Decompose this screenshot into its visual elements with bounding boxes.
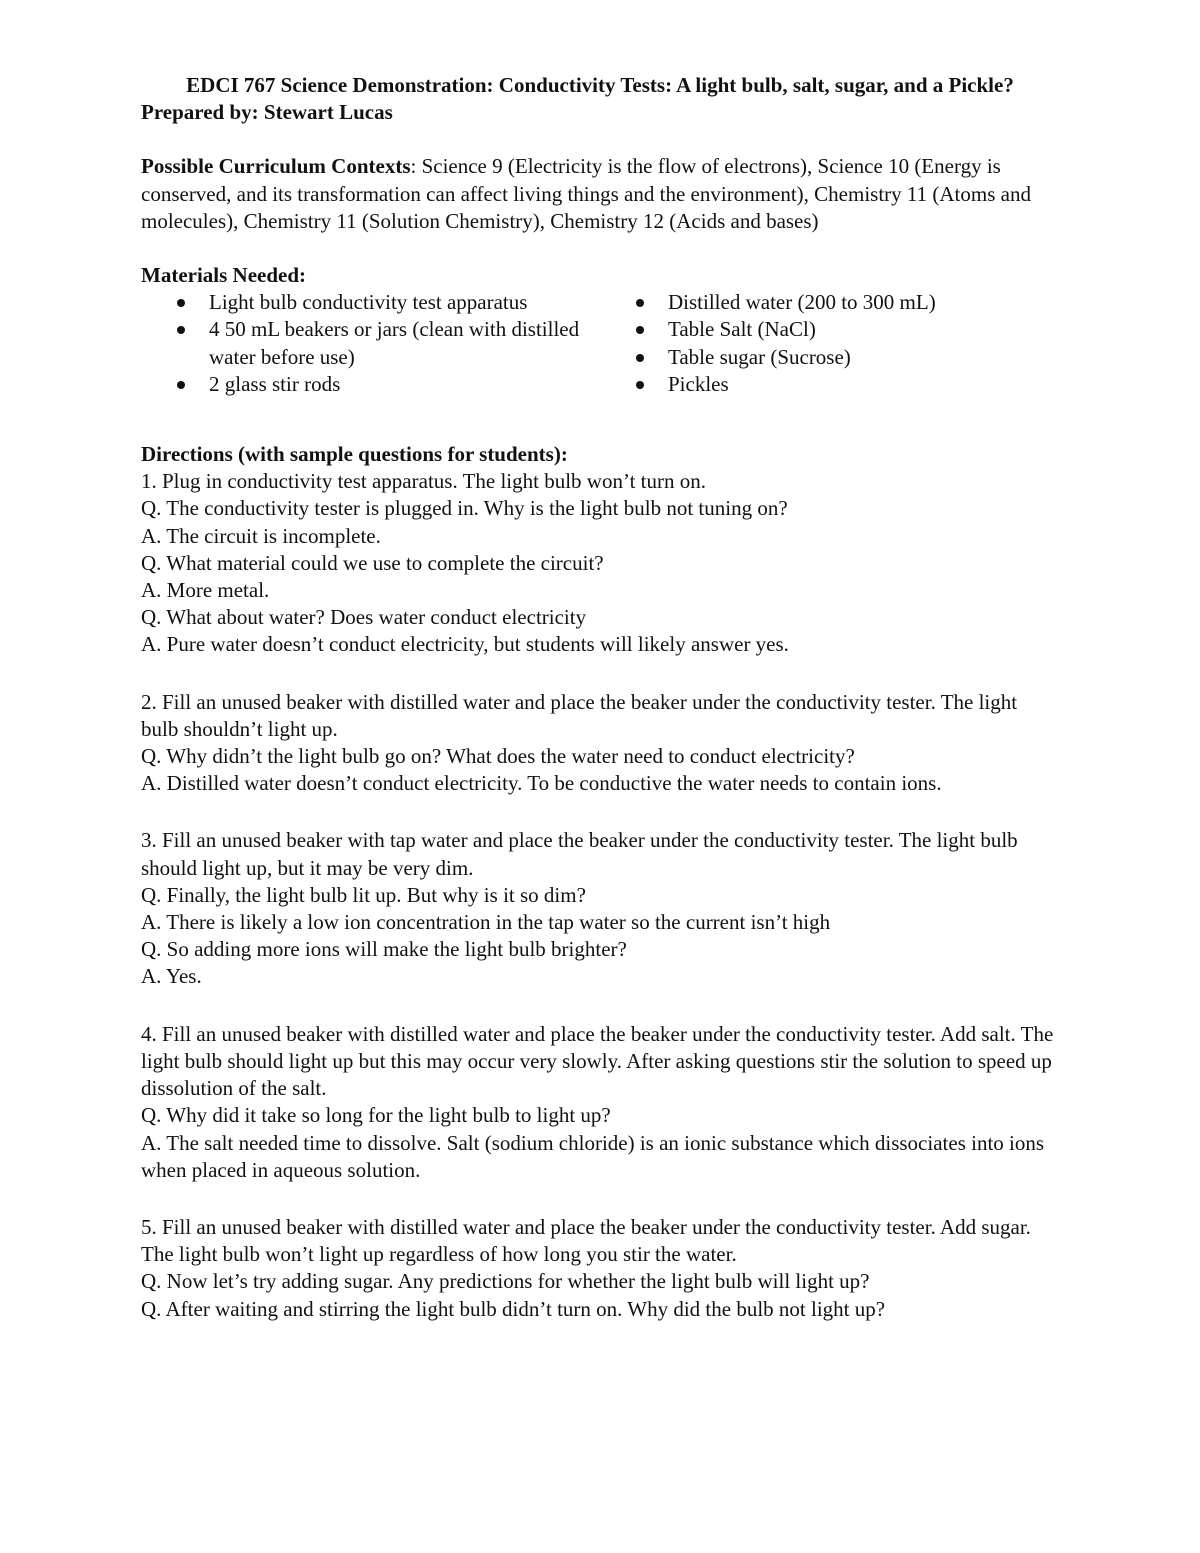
curriculum-label: Possible Curriculum Contexts [141, 154, 411, 179]
materials-right-column [600, 289, 1030, 398]
list-item [174, 371, 600, 398]
list-item [174, 289, 600, 316]
step-line: Q. Why didn’t the light bulb go on? What does the water need to conduct electricity? [141, 744, 855, 769]
step-line: Q. What material could we use to complete the circuit? [141, 550, 604, 575]
directions-heading: Directions (with sample questions for students): [141, 442, 568, 467]
material-text: Table sugar (Sucrose) [668, 344, 851, 369]
spacer [141, 235, 1059, 262]
material-text: Distilled water (200 to 300 mL) [668, 290, 936, 315]
spacer [141, 398, 1059, 425]
spacer [141, 797, 1059, 824]
step-line: Q. So adding more ions will make the light bulb brighter? [141, 937, 627, 962]
step-line: Q. Why did it take so long for the light bulb to light up? [141, 1103, 611, 1128]
document-page [141, 72, 1059, 1323]
step-line: A. Pure water doesn’t conduct electricity, but students will likely answer yes. [141, 632, 789, 657]
step-line: A. The salt needed time to dissolve. Salt (sodium chloride) is an ionic substance which dissociates into ions when placed in aqueous solution. [141, 1130, 1045, 1182]
material-text: 4 50 mL beakers or jars (clean with distilled water before use) [209, 317, 580, 369]
material-text: 2 glass stir rods [209, 371, 341, 396]
step-line: 2. Fill an unused beaker with distilled water and place the beaker under the conductivity tester. The light bulb shouldn’t light up. [141, 689, 1018, 741]
list-item [633, 316, 1030, 343]
step-line: Q. Now let’s try adding sugar. Any predictions for whether the light bulb will light up? [141, 1269, 870, 1294]
document-title: EDCI 767 Science Demonstration: Conductivity Tests: A light bulb, salt, sugar, and a Pickle? [186, 73, 1014, 97]
materials-list [141, 289, 1059, 398]
list-item [633, 344, 1030, 371]
material-text: Pickles [668, 371, 729, 396]
step-line: Q. After waiting and stirring the light bulb didn’t turn on. Why did the bulb not light up? [141, 1296, 886, 1321]
curriculum-contexts [141, 153, 1059, 235]
materials-left-column [141, 289, 600, 398]
direction-step-1 [141, 468, 1059, 658]
step-line: A. There is likely a low ion concentration in the tap water so the current isn’t high [141, 910, 831, 935]
spacer [141, 1184, 1059, 1211]
prepared-by-name: Stewart Lucas [263, 100, 393, 125]
spacer [141, 126, 1059, 153]
list-item [633, 289, 1030, 316]
spacer [141, 425, 1059, 441]
step-line: Q. The conductivity tester is plugged in. Why is the light bulb not tuning on? [141, 496, 788, 521]
step-line: 1. Plug in conductivity test apparatus. The light bulb won’t turn on. [141, 469, 707, 494]
step-line: A. More metal. [141, 578, 270, 603]
step-line: A. The circuit is incomplete. [141, 523, 381, 548]
curriculum-text: : Science 9 (Electricity is the flow of electrons), Science 10 (Energy is conserved, and its transformation can affect living things and the environment), Chemistry 11 (Atoms and molecules), Chemistry 11 (Solution Chemistry), Chemistry 12 (Acids and bases) [141, 154, 1031, 233]
spacer [141, 991, 1059, 1018]
list-item [174, 316, 600, 370]
material-text: Light bulb conductivity test apparatus [209, 290, 528, 315]
step-line: A. Distilled water doesn’t conduct electricity. To be conductive the water needs to contain ions. [141, 771, 942, 796]
prepared-by [141, 99, 1059, 126]
prepared-by-label: Prepared by: [141, 100, 259, 125]
step-line: Q. What about water? Does water conduct electricity [141, 605, 587, 630]
direction-step-3 [141, 827, 1059, 990]
step-line: 3. Fill an unused beaker with tap water and place the beaker under the conductivity tester. The light bulb should light up, but it may be very dim. [141, 828, 1018, 880]
direction-step-4 [141, 1021, 1059, 1184]
materials-heading: Materials Needed: [141, 263, 307, 288]
step-line: 5. Fill an unused beaker with distilled water and place the beaker under the conductivity tester. Add sugar. The light bulb won’t light up regardless of how long you stir the water. [141, 1214, 1031, 1267]
material-text: Table Salt (NaCl) [668, 317, 816, 342]
step-line: A. Yes. [141, 964, 202, 989]
direction-step-5 [141, 1214, 1059, 1323]
list-item [633, 371, 1030, 398]
step-line: 4. Fill an unused beaker with distilled water and place the beaker under the conductivity tester. Add salt. The light bulb should light up but this may occur very slowly. After asking questions stir the solution to speed up dissolution of the salt. [141, 1021, 1054, 1101]
spacer [141, 659, 1059, 686]
step-line: Q. Finally, the light bulb lit up. But why is it so dim? [141, 882, 586, 907]
direction-step-2 [141, 689, 1059, 798]
